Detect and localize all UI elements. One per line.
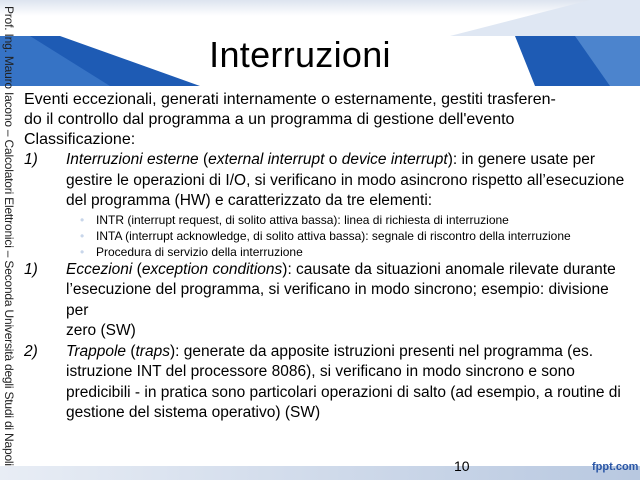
intro-line: do il controllo dal programma a un programma di gestione dell'evento: [24, 111, 515, 128]
item-line: istruzione INT del processore 8086), si verificano in modo sincrono e sono: [66, 363, 575, 380]
item-line: [66, 343, 593, 360]
item-term: traps: [135, 342, 170, 360]
bottom-bar: [0, 466, 640, 480]
item-number: 2): [24, 342, 38, 360]
item-line: gestire le operazioni di I/O, si verificano in modo asincrono rispetto all’esecuzione: [66, 171, 625, 189]
item-label: Interruzioni esterne: [66, 151, 199, 168]
slide-title: Interruzioni: [209, 34, 391, 75]
right-blue-band: [515, 36, 640, 86]
top-right-decoration: [390, 0, 640, 36]
page-number: 10: [454, 458, 470, 474]
item-trappole: [24, 342, 628, 424]
item-eccezioni: [24, 260, 628, 342]
bullet-icon: •: [80, 212, 85, 227]
item-number: 1): [24, 151, 38, 168]
item-line: [66, 151, 595, 168]
item-term: external interrupt: [208, 151, 325, 168]
item-line: del programma (HW) e caratterizzato da tre elementi:: [66, 192, 433, 209]
item-label: Trappole: [66, 342, 127, 360]
sub-item-text: Procedura di servizio della interruzione: [96, 244, 303, 259]
item-number: 1): [24, 260, 38, 278]
bullet-icon: •: [80, 228, 85, 243]
item-text: (: [126, 342, 136, 360]
intro-line: Eventi eccezionali, generati internamente o esternamente, gestiti trasferen-: [24, 91, 556, 108]
item-text: ): causate da situazioni anomale rilevate durante: [282, 260, 616, 278]
sub-item: [66, 212, 628, 228]
item-line: predicibili - in pratica sono particolari operazioni di salto (ad esempio, a routine di: [66, 383, 621, 401]
item-text: o: [324, 151, 342, 168]
author-sidebar-text: Prof. Ing. Mauro Iacono – Calcolatori Elettronici – Seconda Università degli Studi di Napoli: [2, 6, 16, 466]
sub-item: [66, 244, 628, 260]
intro-line: Classificazione:: [24, 131, 136, 148]
sub-item: [66, 228, 628, 244]
item-line: zero (SW): [66, 322, 136, 339]
item-line: [66, 261, 616, 278]
sub-item-text: INTR (interrupt request, di solito attiva bassa): linea di richiesta di interruzione: [96, 212, 509, 227]
item-text: (: [198, 151, 209, 168]
item-text: ): generate da apposite istruzioni presenti nel programma (es.: [169, 342, 593, 360]
bullet-icon: •: [80, 244, 85, 259]
item-line: gestione del sistema operativo) (SW): [66, 404, 321, 421]
slide-body: [24, 90, 628, 424]
item-text: (: [132, 260, 142, 278]
intro-text: [24, 90, 628, 150]
item-term: exception conditions: [141, 260, 283, 278]
item-text: ): in genere usate per: [447, 151, 596, 168]
item-label: Eccezioni: [66, 260, 133, 278]
item-term: device interrupt: [341, 151, 448, 168]
sub-item-text: INTA (interrupt acknowledge, di solito attiva bassa): segnale di riscontro della interruzione: [96, 228, 571, 243]
item-interruzioni-esterne: [24, 150, 628, 212]
item-line: l’esecuzione del programma, si verificano in modo sincrono; esempio: divisione per: [66, 281, 609, 319]
brand-logo-text[interactable]: fppt.com: [592, 461, 639, 473]
